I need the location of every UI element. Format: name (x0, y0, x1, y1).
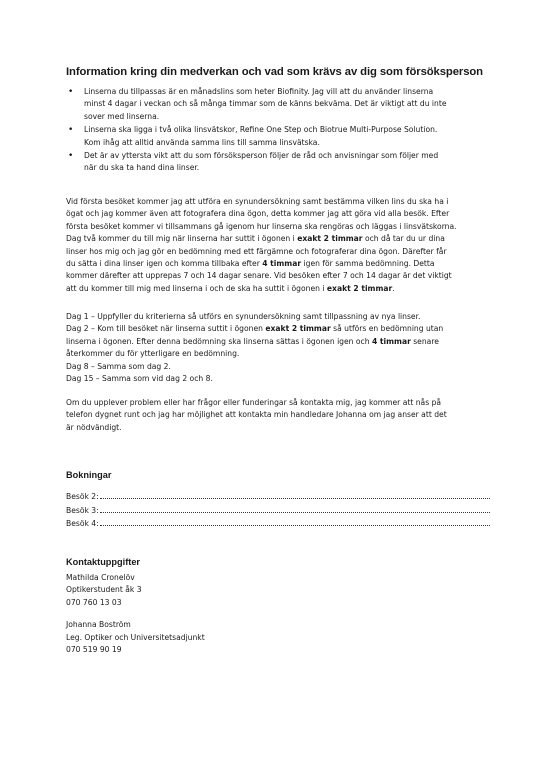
contact-name: Johanna Boström (66, 620, 131, 630)
booking-fill-line[interactable] (100, 517, 490, 526)
booking-row[interactable]: Besök 4: (66, 517, 490, 531)
contact-heading: Kontaktuppgifter (66, 557, 141, 567)
booking-row[interactable]: Besök 3: (66, 504, 490, 518)
list-item: • Det är av yttersta vikt att du som försöksperson följer de råd och anvisningar som följer med när du ska ta hand dina linser. (66, 150, 496, 175)
contact-phone: 070 760 13 03 (66, 597, 122, 607)
contact-name: Mathilda Cronelöv (66, 573, 135, 582)
list-item: • Linserna du tillpassas är en månadslins som heter Biofinity. Jag vill att du använder linserna minst 4 dagar i veckan och så många timmar som de känns bekväma. Det är viktigt att du inte sover med linserna. (66, 86, 496, 123)
document-title: Information kring din medverkan och vad som krävs av dig som försöksperson (66, 66, 483, 78)
contact-phone: 070 519 90 19 (66, 645, 122, 655)
contact-role: Leg. Optiker och Universitetsadjunkt (66, 632, 205, 642)
bookings-heading: Bokningar (66, 470, 112, 480)
bookings-form (66, 490, 490, 531)
contact-details (66, 572, 205, 656)
visit-description-paragraph: Vid första besöket kommer jag att utföra en synundersökning samt bestämma vilken lins du ska ha i ögat och jag kommer även att fotografera dina ögon, detta kommer jag att göra vid alla besök. Efter första besöket kommer vi tillsammans gå igenom hur linserna ska rengöras och läggas i linsvätskorna. Dag två kommer du till mig när linserna har suttit i ögonen i exakt 2 timmar och då tar du ur dina linser hos mig och jag gör en bedömning med ett färgämne och fotograferar dina ögon. Därefter får du sätta i dina linser igen och komma tillbaka efter 4 timmar igen för samma bedömning. Detta kommer därefter att upprepas 7 och 14 dagar senare. Vid besöken efter 7 och 14 dagar är det viktigt att du kommer till mig med linserna i och de ska ha suttit i ögonen i exakt 2 timmar. (66, 197, 457, 293)
contact-role: Optikerstudent åk 3 (66, 585, 142, 595)
booking-fill-line[interactable] (100, 490, 490, 499)
visit-schedule: Dag 1 – Uppfyller du kriterierna så utförs en synundersökning samt tillpassning av nya linser. Dag 2 – Kom till besöket när linserna suttit i ögonen exakt 2 timmar så utförs en bedömning utan linserna i ögonen. Efter denna bedömning ska linserna sättas i ögonen igen och 4 timmar senare återkommer du för ytterligare en bedömning. Dag 8 – Samma som dag 2. Dag 15 – Samma som vid dag 2 och 8. (66, 312, 444, 384)
list-item: • Linserna ska ligga i två olika linsvätskor, Refine One Step och Biotrue Multi-Purpose Solution. Kom ihåg att alltid använda samma lins till samma linsvätska. (66, 124, 496, 149)
contact-info-paragraph: Om du upplever problem eller har frågor eller funderingar så kontakta mig, jag kommer att nås på telefon dygnet runt och jag har möjlighet att kontakta min handledare Johanna om jag anser att det är nödvändigt. (66, 398, 447, 432)
booking-row[interactable]: Besök 2: (66, 490, 490, 504)
requirements-list (66, 86, 496, 176)
booking-fill-line[interactable] (100, 504, 490, 513)
